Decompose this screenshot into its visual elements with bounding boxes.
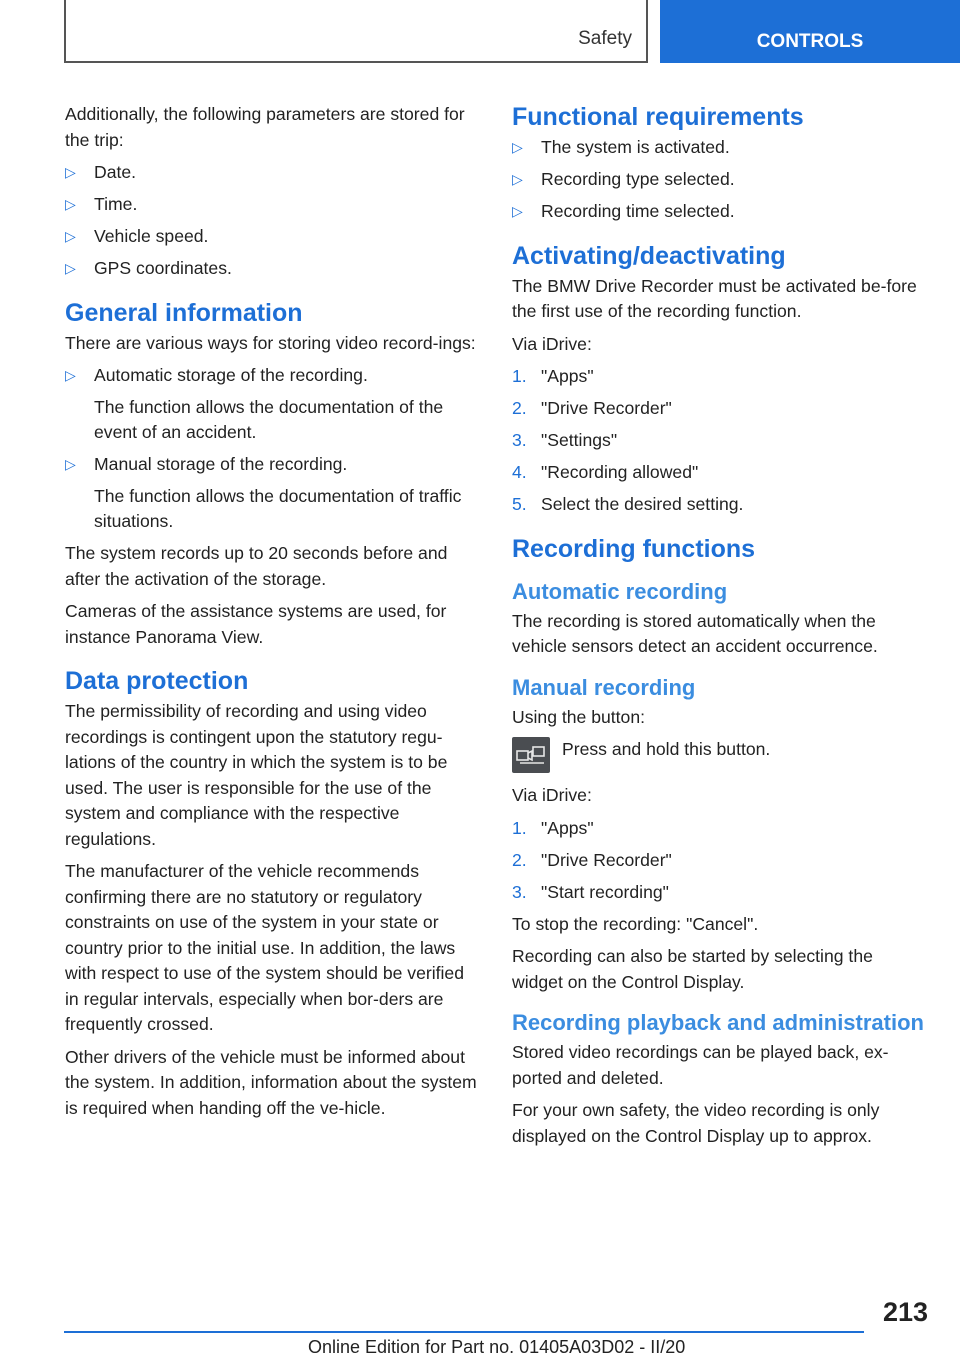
list-item: ▷ Time.	[65, 192, 480, 218]
triangle-bullet-icon: ▷	[512, 139, 523, 155]
automatic-recording-heading: Automatic recording	[512, 578, 728, 604]
records-duration-text: The system records up to 20 seconds before and after the activation of the storage.	[65, 543, 448, 589]
triangle-bullet-icon: ▷	[512, 203, 523, 219]
trip-params-intro: Additionally, the following parameters are stored for the trip:	[65, 104, 465, 150]
manual-recording-heading: Manual recording	[512, 674, 696, 700]
list-item: 1. "Apps"	[512, 817, 594, 838]
playback-heading: Recording playback and administration	[512, 1010, 924, 1035]
list-item: 1. "Apps"	[512, 366, 594, 386]
triangle-bullet-icon: ▷	[65, 367, 76, 383]
list-item: 2. "Drive Recorder"	[512, 849, 672, 870]
header-chapter-label: CONTROLS	[756, 31, 864, 52]
via-idrive-label: Via iDrive:	[512, 333, 592, 354]
edition-footer: Online Edition for Part no. 01405A03D02 - II/20	[308, 1337, 686, 1357]
manual-recording-steps	[512, 816, 927, 906]
via-idrive-label: Via iDrive:	[512, 785, 592, 805]
general-intro: There are various ways for storing video record-ings:	[65, 332, 476, 353]
list-item: ▷ Recording type selected.	[512, 167, 927, 193]
playback-text: Stored video recordings can be played back, ex-ported and deleted.	[512, 1042, 889, 1088]
list-item: ▷ The system is activated.	[512, 135, 927, 161]
safety-display-text: For your own safety, the video recording is only displayed on the Control Display up to approx.	[512, 1100, 880, 1146]
list-item: ▷ Vehicle speed.	[65, 224, 480, 250]
cameras-text: Cameras of the assistance systems are used, for instance Panorama View.	[65, 601, 447, 647]
data-protection-heading: Data protection	[65, 667, 249, 695]
data-protection-p2: The manufacturer of the vehicle recommends confirming there are no statutory or regulatory constraints on use of the system in your state or country prior to the initial use. In addition, the laws with respect to use of the system should be verified in regular intervals, especially when bor-ders are frequently crossed.	[65, 861, 464, 1034]
recording-functions-heading: Recording functions	[512, 534, 756, 563]
triangle-bullet-icon: ▷	[65, 260, 76, 276]
data-protection-p1: The permissibility of recording and using video recordings is contingent upon the statutory regu-lations of the country in which the system is to be used. The user is responsible for the use of the system and compliance with the respective regulations.	[65, 701, 448, 849]
general-information-heading: General information	[65, 298, 303, 327]
triangle-bullet-icon: ▷	[65, 164, 76, 180]
functional-requirements-heading: Functional requirements	[512, 103, 804, 131]
list-item: 5. Select the desired setting.	[512, 494, 744, 514]
list-item: ▷ GPS coordinates.	[65, 256, 480, 282]
left-column	[65, 102, 480, 1128]
triangle-bullet-icon: ▷	[65, 196, 76, 212]
using-button-label: Using the button:	[512, 706, 646, 727]
widget-text: Recording can also be started by selecting the widget on the Control Display.	[512, 946, 873, 992]
list-item: 4. "Recording allowed"	[512, 462, 699, 482]
requirements-list	[512, 135, 927, 225]
data-protection-p3: Other drivers of the vehicle must be informed about the system. In addition, information about the system is required when handing off the ve-hicle.	[65, 1046, 477, 1118]
list-item: 3. "Settings"	[512, 430, 618, 450]
activation-steps	[512, 364, 927, 518]
footer-divider	[64, 1331, 864, 1333]
stop-recording-text: To stop the recording: "Cancel".	[512, 913, 759, 934]
list-item: ▷ Date.	[65, 160, 480, 186]
right-column	[512, 102, 927, 1156]
list-item: 2. "Drive Recorder"	[512, 398, 672, 418]
activating-heading: Activating/deactivating	[512, 241, 786, 270]
header-section-label: Safety	[578, 28, 632, 49]
list-item: 3. "Start recording"	[512, 881, 669, 902]
automatic-recording-text: The recording is stored automatically when the vehicle sensors detect an accident occurrence.	[512, 610, 878, 656]
list-item: ▷ Manual storage of the recording. The function allows the documentation of traffic situations.	[65, 454, 462, 531]
header-section-box	[64, 0, 648, 63]
triangle-bullet-icon: ▷	[65, 456, 76, 472]
list-item: ▷ Automatic storage of the recording. The function allows the documentation of the event of an accident.	[65, 365, 444, 442]
trip-params-list	[65, 160, 480, 282]
list-item: ▷ Recording time selected.	[512, 199, 927, 225]
triangle-bullet-icon: ▷	[65, 228, 76, 244]
triangle-bullet-icon: ▷	[512, 171, 523, 187]
button-instruction	[512, 737, 927, 773]
storage-list	[65, 363, 480, 535]
activating-text: The BMW Drive Recorder must be activated be-fore the first use of the recording function.	[512, 275, 917, 321]
record-button-icon	[512, 737, 550, 773]
header-chapter-tab	[660, 0, 960, 63]
press-hold-text: Press and hold this button.	[562, 739, 771, 759]
page-number: 213	[882, 1297, 928, 1327]
